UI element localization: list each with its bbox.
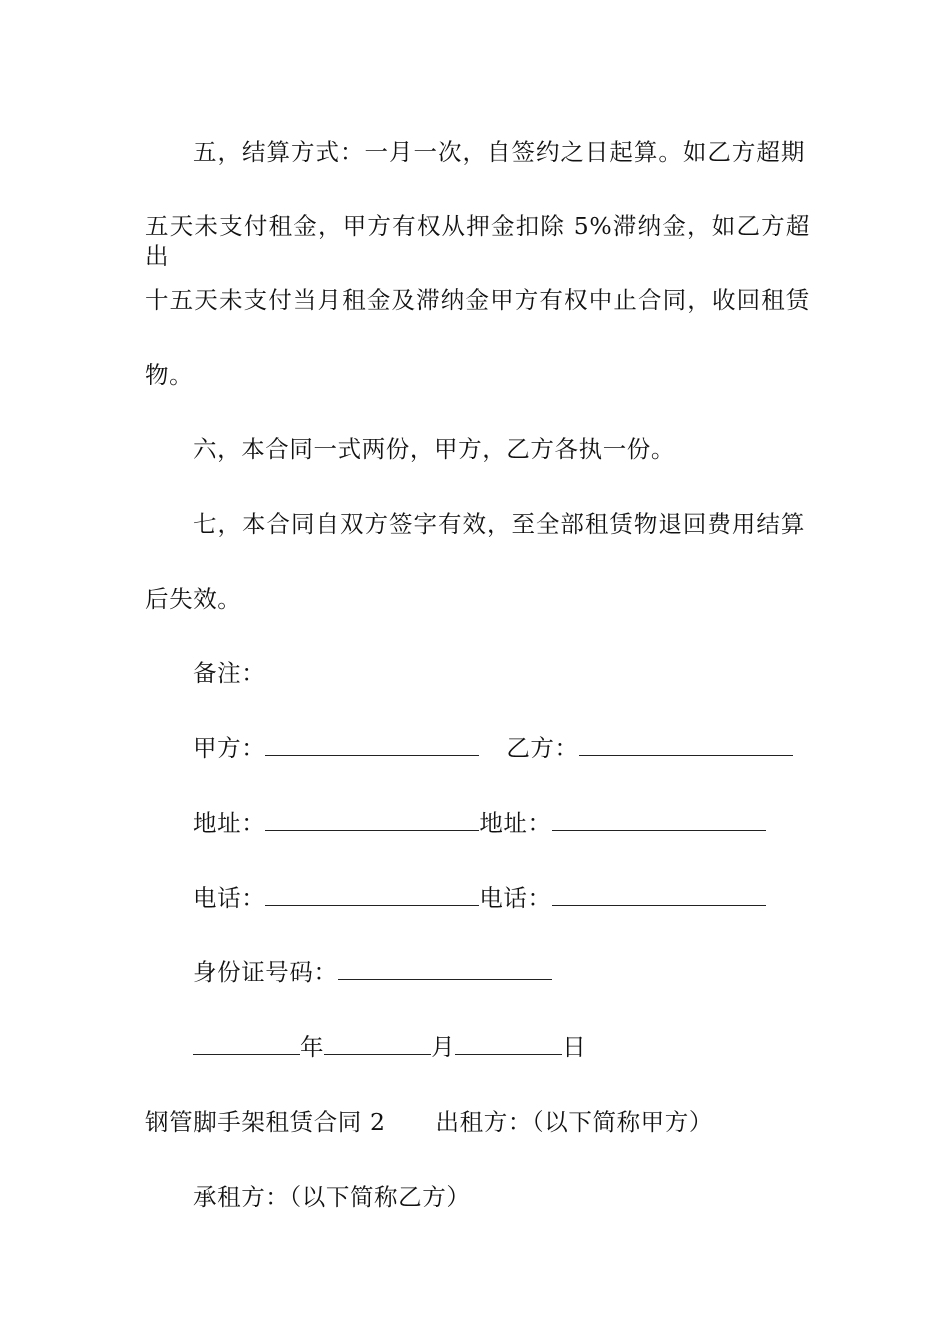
paragraph-5-line-4: 物。: [145, 361, 194, 389]
party-row: [193, 733, 858, 763]
address-b-blank: [552, 810, 766, 831]
phone-row: [193, 883, 858, 913]
year-blank: [193, 1034, 300, 1055]
paragraph-7-line-2: 后失效。: [145, 585, 242, 613]
id-row: [193, 957, 858, 987]
address-row: [193, 808, 858, 838]
paragraph-5-line-3: 十五天未支付当月租金及滞纳金甲方有权中止合同，收回租赁: [145, 286, 810, 314]
lessor-line: 出租方：（以下简称甲方）: [435, 1108, 713, 1136]
paragraph-5-line-1: 五，结算方式：一月一次，自签约之日起算。如乙方超期: [193, 138, 805, 166]
party-a-label: 甲方：: [193, 734, 266, 762]
remark-label: 备注：: [193, 659, 266, 687]
day-blank: [455, 1034, 562, 1055]
phone-b-label: 电话：: [479, 884, 552, 912]
month-label: 月: [431, 1033, 456, 1061]
address-a-blank: [265, 810, 479, 831]
address-b-label: 地址：: [479, 809, 552, 837]
lessee-line: 承租方：（以下简称乙方）: [193, 1183, 471, 1211]
paragraph-7-line-1: 七，本合同自双方签字有效，至全部租赁物退回费用结算: [193, 510, 805, 538]
party-b-blank: [579, 735, 793, 756]
id-blank: [338, 959, 552, 980]
year-label: 年: [300, 1033, 325, 1061]
party-a-blank: [265, 735, 479, 756]
next-contract-header: [145, 1107, 810, 1137]
day-label: 日: [562, 1033, 587, 1061]
party-b-label: 乙方：: [506, 734, 579, 762]
address-a-label: 地址：: [193, 809, 266, 837]
phone-a-label: 电话：: [193, 884, 266, 912]
paragraph-6: 六，本合同一式两份，甲方，乙方各执一份。: [193, 435, 675, 463]
id-label: 身份证号码：: [193, 958, 338, 986]
month-blank: [324, 1034, 431, 1055]
date-row: [193, 1032, 858, 1062]
next-contract-title: 钢管脚手架租赁合同 2: [145, 1108, 386, 1136]
phone-b-blank: [552, 885, 766, 906]
paragraph-5-line-2: 五天未支付租金，甲方有权从押金扣除 5%滞纳金，如乙方超出: [145, 212, 810, 270]
phone-a-blank: [265, 885, 479, 906]
